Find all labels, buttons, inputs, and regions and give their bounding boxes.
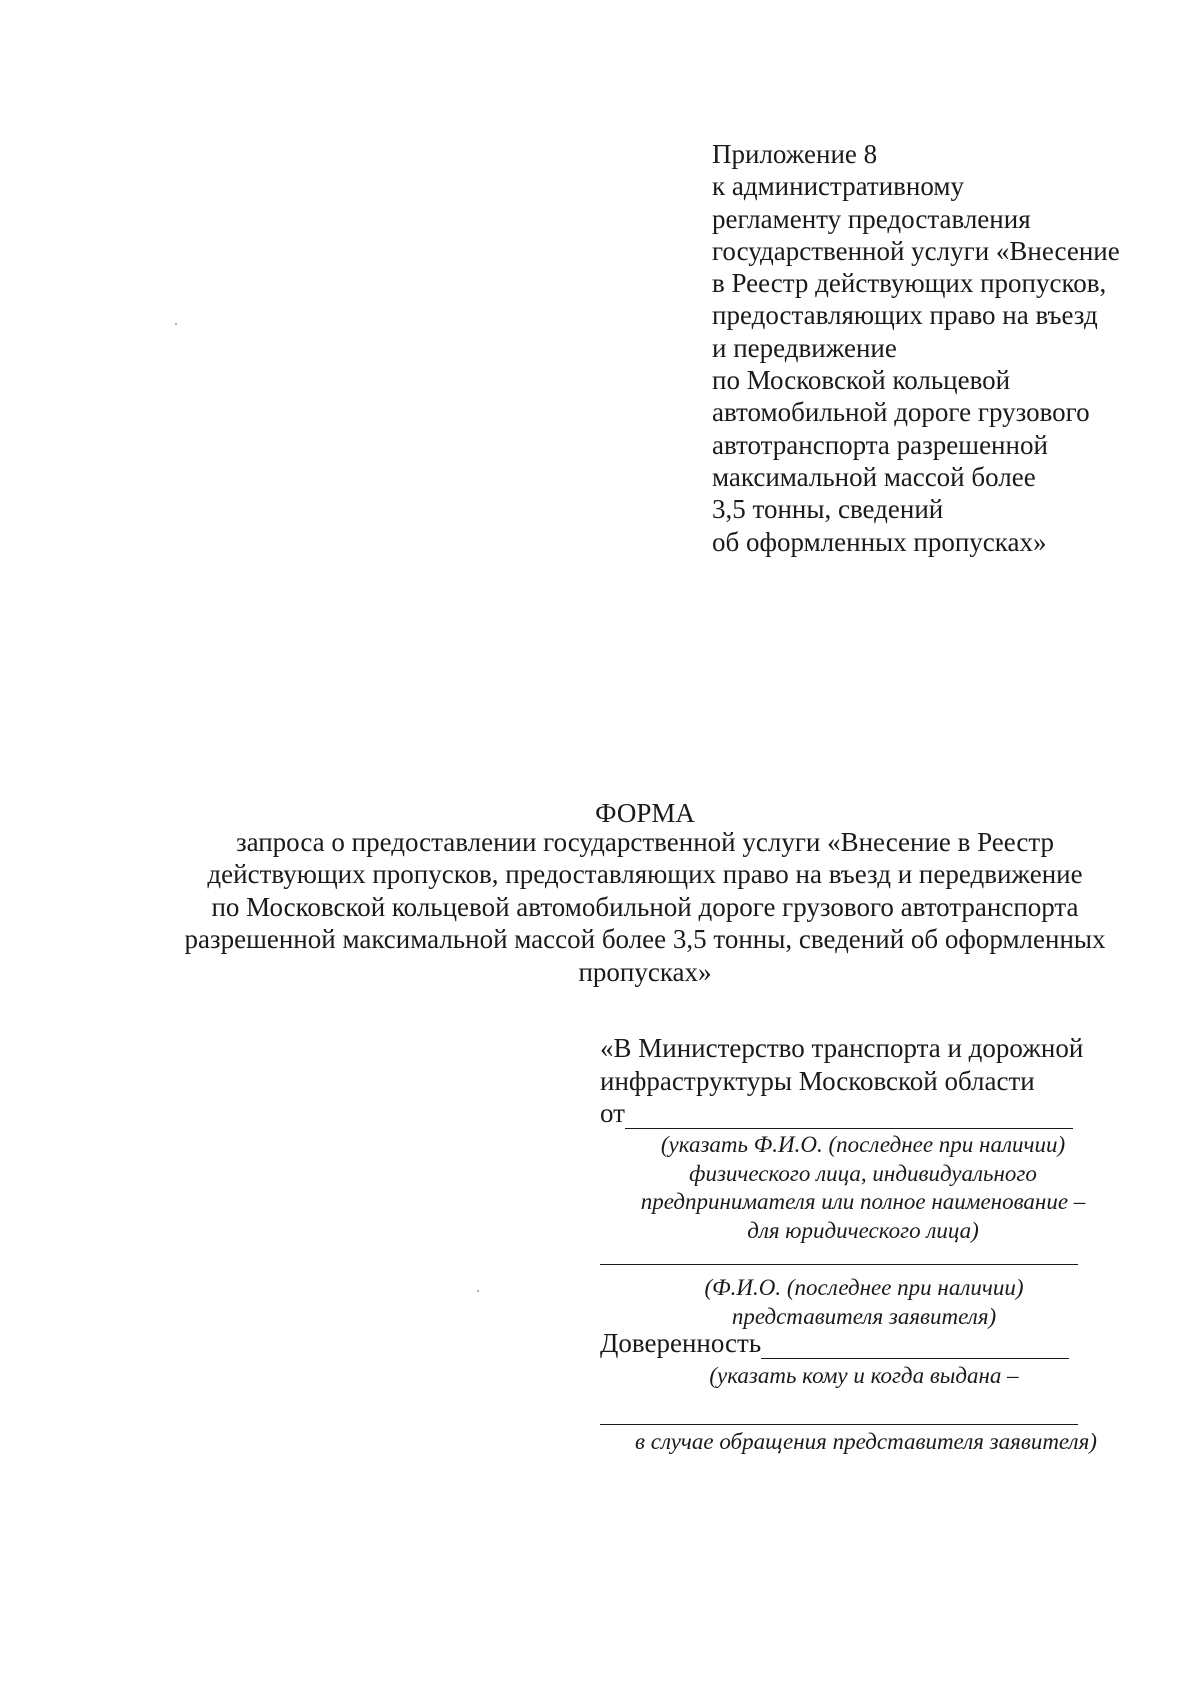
from-label: от xyxy=(600,1098,625,1128)
appendix-line: Приложение 8 xyxy=(712,139,878,169)
representative-hint-line: (Ф.И.О. (последнее при наличии) xyxy=(704,1275,1024,1300)
form-subtitle xyxy=(130,826,1160,988)
scan-speck xyxy=(477,1290,479,1292)
poa-row xyxy=(600,1327,1069,1359)
scan-speck xyxy=(175,323,177,325)
appendix-line: по Московской кольцевой xyxy=(712,365,1011,396)
poa-continuation-row xyxy=(600,1398,1078,1425)
form-subtitle-line: по Московской кольцевой автомобильной дороге грузового автотранспорта xyxy=(211,891,1079,922)
poa-hint-1 xyxy=(644,1362,1084,1391)
poa-hint-line: (указать кому и когда выдана – xyxy=(709,1363,1019,1388)
from-row xyxy=(600,1097,1073,1129)
poa-hint-2 xyxy=(586,1428,1146,1457)
from-hint-line: (указать Ф.И.О. (последнее при наличии) xyxy=(660,1132,1066,1157)
addressee-block xyxy=(600,1032,1140,1098)
representative-field-line[interactable] xyxy=(600,1238,1078,1265)
poa-field-line[interactable] xyxy=(761,1332,1069,1359)
addressee-line: «В Министерство транспорта и дорожной xyxy=(600,1033,1084,1063)
from-field-line[interactable] xyxy=(625,1102,1073,1129)
from-hint-line: предпринимателя или полное наименование – xyxy=(640,1189,1086,1214)
from-hint-line: для юридического лица) xyxy=(747,1217,979,1243)
from-hint-line: физического лица, индивидуального xyxy=(689,1160,1037,1186)
appendix-line: автомобильной дороге грузового xyxy=(712,397,1090,428)
poa-hint-line: в случае обращения представителя заявителя) xyxy=(635,1429,1097,1454)
representative-hint-line: представителя заявителя) xyxy=(731,1303,997,1329)
from-hint xyxy=(628,1131,1098,1245)
poa-label: Доверенность xyxy=(600,1328,762,1358)
poa-continuation-field-line[interactable] xyxy=(600,1398,1078,1425)
appendix-line: максимальной массой более xyxy=(712,461,1036,492)
form-subtitle-line: разрешенной максимальной массой более 3,5 тонны, сведений об оформленных xyxy=(184,924,1106,955)
appendix-line: автотранспорта разрешенной xyxy=(712,429,1048,460)
form-subtitle-line: запроса о предоставлении государственной услуги «Внесение в Реестр xyxy=(235,827,1055,857)
representative-hint xyxy=(644,1274,1084,1331)
appendix-line: государственной услуги «Внесение xyxy=(712,235,1120,266)
appendix-line: регламенту предоставления xyxy=(712,203,1031,234)
form-title: ФОРМА xyxy=(595,798,695,828)
appendix-line: к административному xyxy=(712,171,964,202)
addressee-line: инфраструктуры Московской области xyxy=(600,1066,1035,1096)
form-subtitle-line: пропусках» xyxy=(578,956,712,987)
appendix-line: и передвижение xyxy=(712,332,897,363)
appendix-line: об оформленных пропусках» xyxy=(712,526,1047,557)
form-subtitle-line: действующих пропусков, предоставляющих право на въезд и передвижение xyxy=(207,859,1083,890)
appendix-header xyxy=(712,138,1172,558)
appendix-line: в Реестр действующих пропусков, xyxy=(712,268,1107,299)
representative-row xyxy=(600,1238,1078,1265)
appendix-line: предоставляющих право на въезд xyxy=(712,300,1098,331)
appendix-line: 3,5 тонны, сведений xyxy=(712,494,944,525)
